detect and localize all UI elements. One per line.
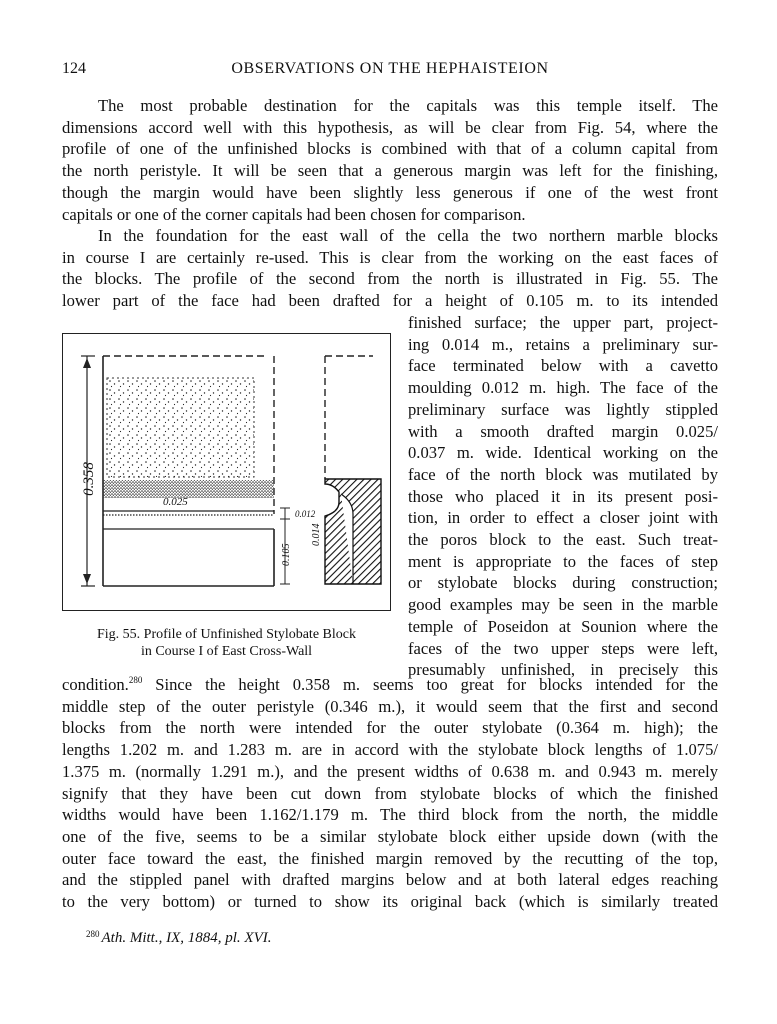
dim-label-height: 0.358 (81, 462, 97, 496)
text-line: The most probable destination for the capitals was this temple itself. The (98, 96, 718, 115)
text-line: outer face toward the east, the finished margin removed by the recutting of the top, (62, 848, 718, 868)
page-header (62, 60, 718, 82)
drafted-margin-band (103, 480, 274, 498)
text-line: or stylobate blocks during construction; (408, 573, 718, 593)
text-line: faces of the two upper steps were left, (408, 638, 718, 658)
text-line: finished surface; the upper part, project- (408, 313, 718, 332)
text-line: blocks from the north were intended for the outer stylobate (0.364 m. high); the (62, 718, 718, 738)
caption-line: Fig. 55. Profile of Unfinished Stylobate Block (97, 627, 356, 642)
text-line: those who placed it in its present posi- (408, 486, 718, 506)
text-line: signify that they have been cut down from stylobate blocks of which the finished (62, 783, 718, 803)
text-line: 0.037 m. wide. Identical working on the (408, 443, 718, 463)
text-line: one of the five, seems to be a similar stylobate block either upside down (with the (62, 826, 718, 846)
text-line: lengths 1.202 m. and 1.283 m. are in accord with the stylobate block lengths of 1.075/ (62, 740, 718, 760)
text-line: ing 0.014 m., retains a preliminary sur- (408, 334, 718, 354)
page-number: 124 (62, 60, 86, 77)
paragraph-east-wall-continued (62, 674, 718, 913)
text-line (62, 674, 718, 696)
dim-label-margin: 0.025 (163, 496, 188, 508)
text-line: though the margin would have been slightly less generous if one of the west front (62, 182, 718, 202)
text-segment: condition. (62, 675, 129, 694)
text-segment: Since the height 0.358 m. seems too great for blocks intended for the (142, 675, 718, 694)
text-line: temple of Poseidon at Sounion where the (408, 616, 718, 636)
text-line: profile of one of the unfinished blocks is combined with that of a column capital from (62, 139, 718, 159)
text-line: the north peristyle. It will be seen that a generous margin was left for the finishing, (62, 161, 718, 181)
footnote-ref: 280 (128, 675, 143, 685)
right-profile (325, 356, 381, 584)
paragraph-east-wall-narrow (408, 312, 718, 681)
figure-55-profile (62, 333, 391, 611)
running-head: OBSERVATIONS ON THE HEPHAISTEION (231, 60, 549, 77)
footnote (86, 929, 271, 947)
text-line: face of the north block was mutilated by (408, 464, 718, 484)
text-line: preliminary surface was lightly stippled (408, 399, 718, 419)
text-line: dimensions accord well with this hypothesis, as will be clear from Fig. 54, where the (62, 117, 718, 137)
stippled-panel (107, 378, 254, 477)
text-line: in course I are certainly re-used. This is clear from the working on the east faces of (62, 247, 718, 267)
text-line: In the foundation for the east wall of the cella the two northern marble blocks (98, 226, 718, 245)
text-line: with a smooth drafted margin 0.025/ (408, 421, 718, 441)
caption-line: in Course I of East Cross-Wall (140, 644, 313, 659)
text-line: lower part of the face had been drafted for a height of 0.105 m. to its intended (62, 291, 718, 311)
text-line: the poros block to the east. Such treat- (408, 530, 718, 550)
text-line: good examples may be seen in the marble (408, 595, 718, 615)
text-line: the blocks. The profile of the second from the north is illustrated in Fig. 55. The (62, 269, 718, 289)
text-line: capitals or one of the corner capitals had been chosen for comparison. (62, 204, 526, 224)
dim-label-projection: 0.014 (311, 523, 322, 546)
text-line: 1.375 m. (normally 1.291 m.), and the present widths of 0.638 m. and 0.943 m. merely (62, 761, 718, 781)
paragraph-capitals (62, 95, 718, 225)
text-line: ment is appropriate to the faces of step (408, 551, 718, 571)
text-line: to the very bottom) or turned to show its original back (which is similarly treated (62, 892, 718, 912)
paragraph-east-wall (62, 225, 718, 312)
profile-drawing (63, 334, 392, 612)
dim-label-cavetto: 0.012 (295, 509, 316, 519)
footnote-mark: 280 (86, 929, 100, 939)
text-line: presumably unfinished, in precisely this (408, 660, 718, 680)
text-line: tion, in order to effect a closer joint with (408, 508, 718, 528)
text-line: face terminated below with a cavetto (408, 356, 718, 376)
footnote-text: Ath. Mitt., IX, 1884, pl. XVI. (101, 930, 272, 946)
text-line: middle step of the outer peristyle (0.346 m.), it would seem that the first and second (62, 696, 718, 716)
text-line: widths would have been 1.162/1.179 m. The third block from the north, the middle (62, 805, 718, 825)
text-line: and the stippled panel with drafted margins below and at both lateral edges reaching (62, 870, 718, 890)
dim-label-lower: 0.105 (281, 543, 292, 566)
text-line: moulding 0.012 m. high. The face of the (408, 378, 718, 398)
figure-caption (62, 626, 391, 660)
